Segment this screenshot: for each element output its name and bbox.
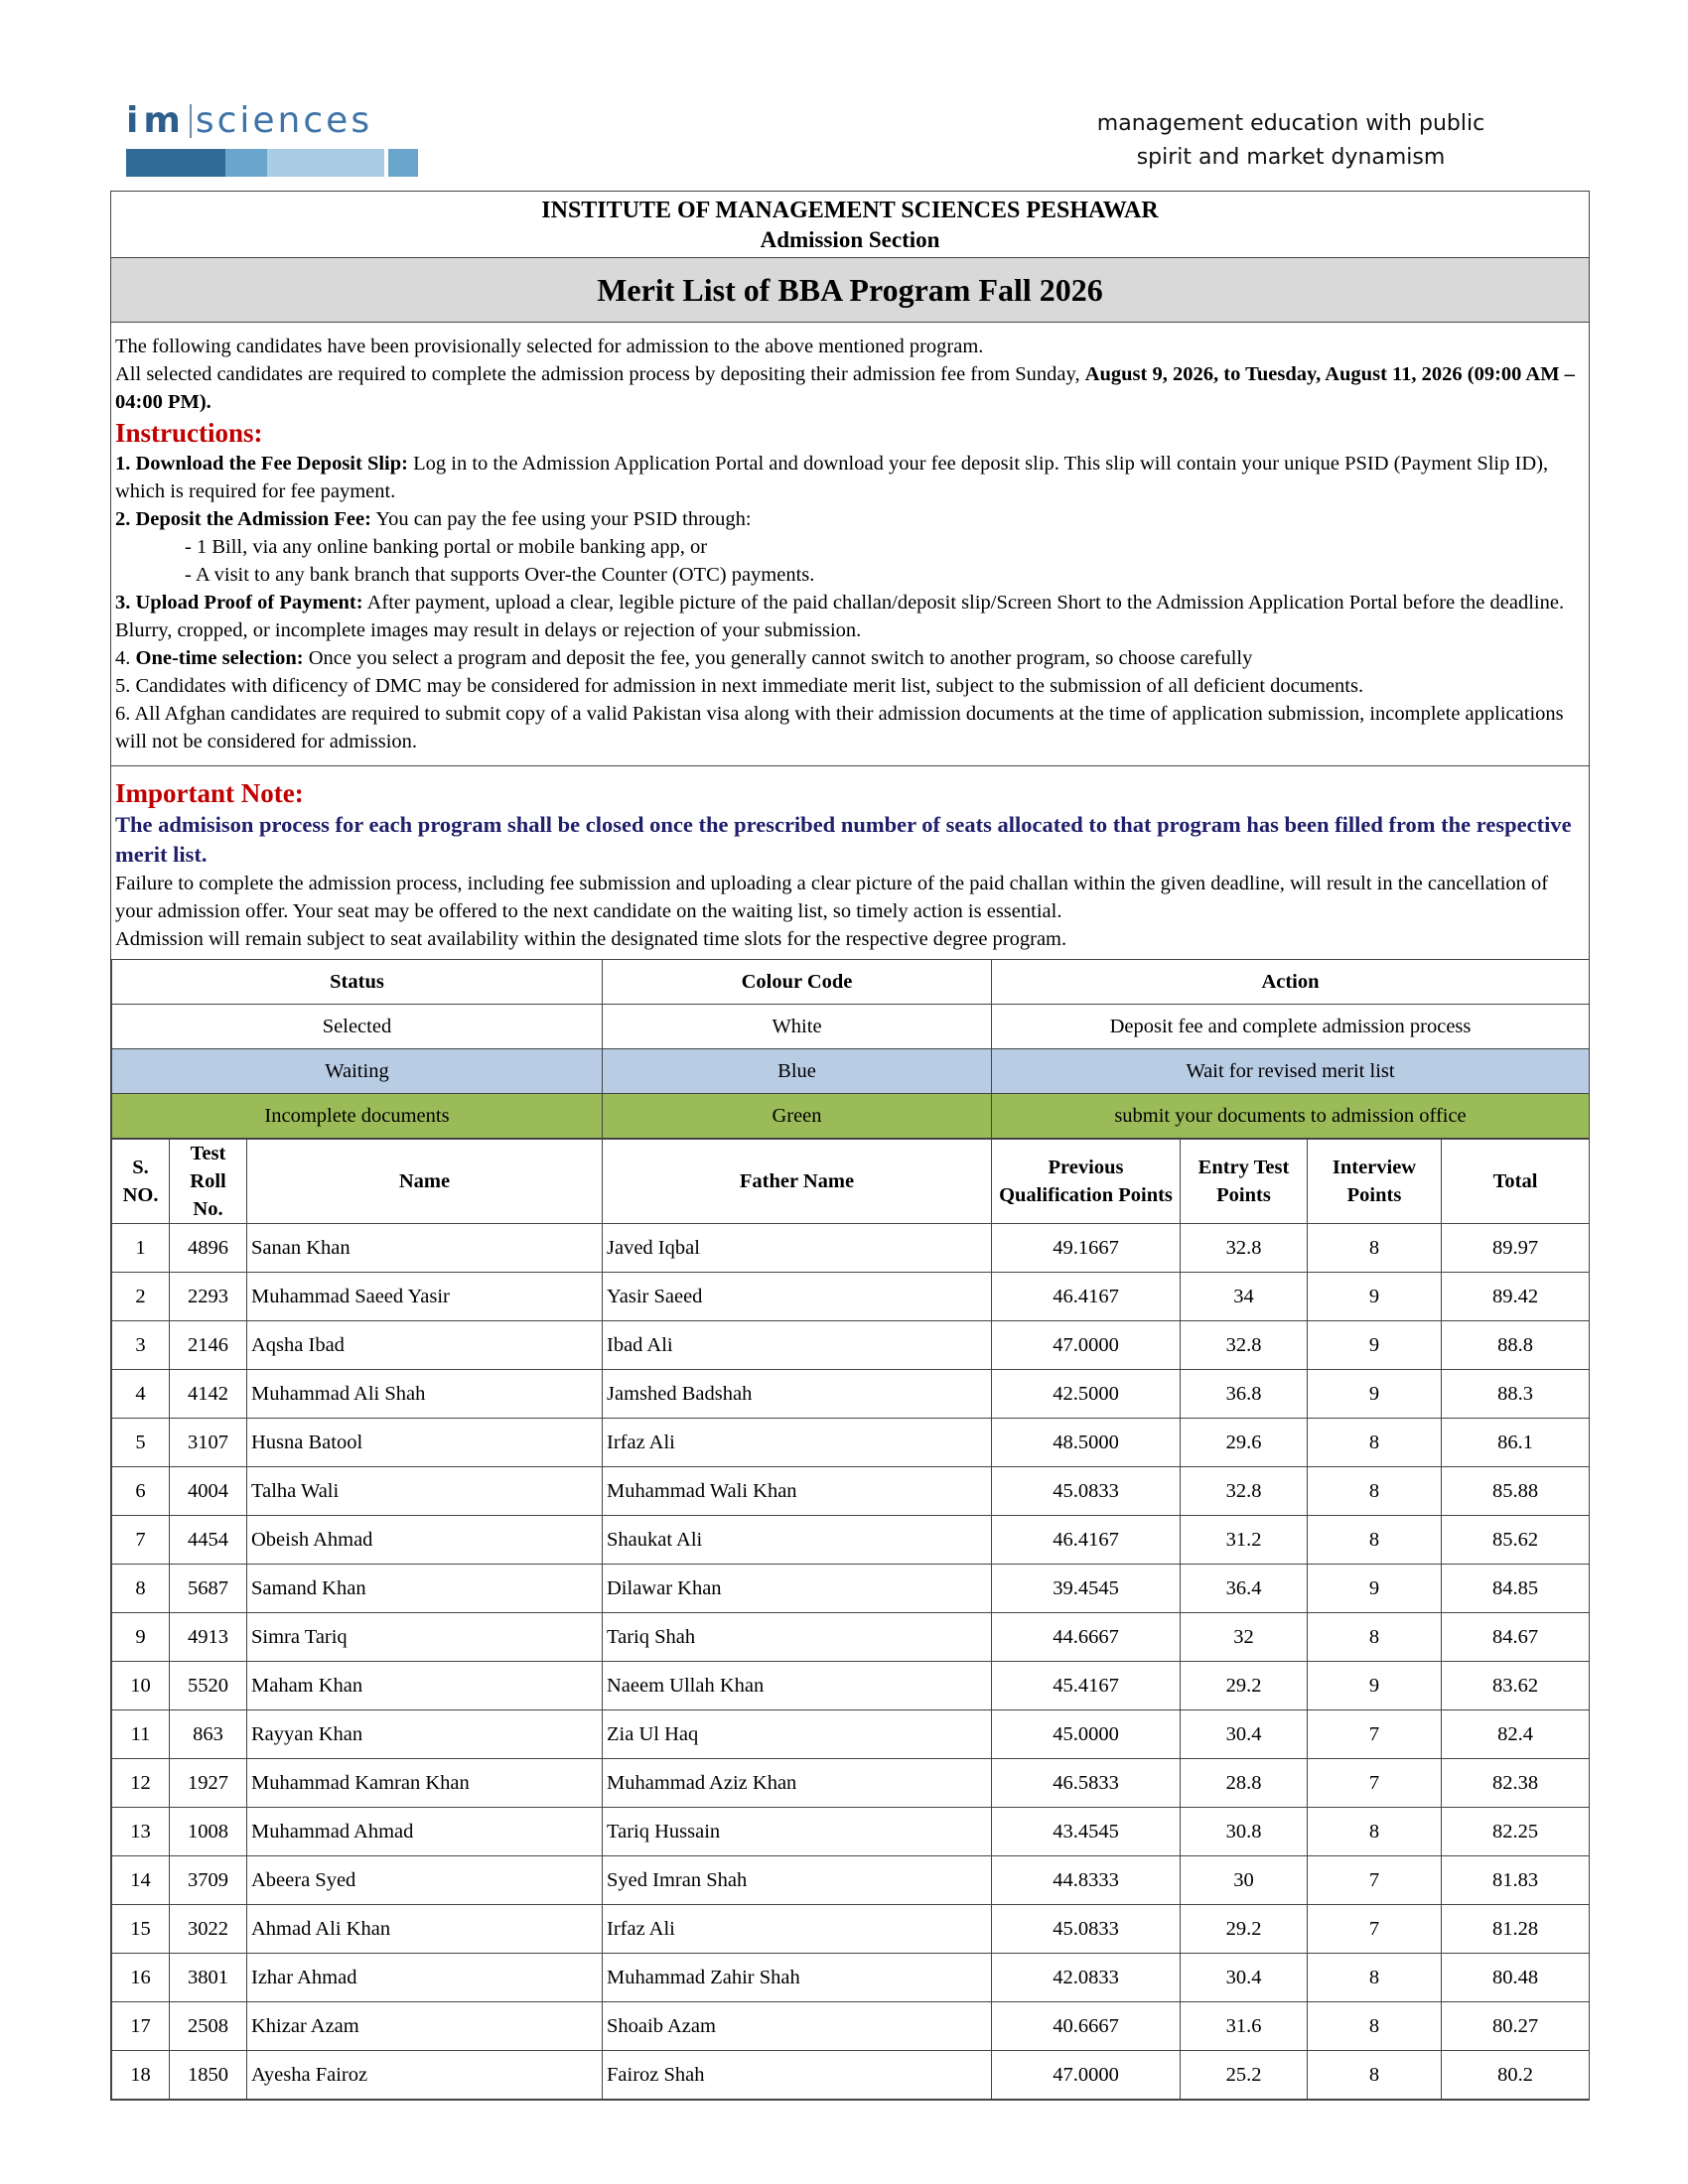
- total-cell: 82.38: [1442, 1759, 1590, 1808]
- instruction-3: 3. Upload Proof of Payment: After payment, upload a clear, legible picture of the paid challan/deposit slip/Screen Short to the Admission Application Portal before the deadline. Blurry, cropped, or incomplete images may result in delays or rejection of your submission.: [115, 592, 1565, 641]
- column-header: Interview Points: [1308, 1140, 1442, 1224]
- qualification-points-cell: 42.5000: [992, 1370, 1181, 1419]
- roll-no-cell: 1008: [170, 1808, 247, 1856]
- table-row: [112, 2051, 1590, 2100]
- page-title: Merit List of BBA Program Fall 2026: [111, 258, 1589, 323]
- note-bold: The admisison process for each program shall be closed once the prescribed number of seats allocated to that program has been filled from the respective merit list.: [115, 812, 1572, 867]
- entry-test-points-cell: 28.8: [1181, 1759, 1308, 1808]
- legend-header-row: [112, 960, 1590, 1005]
- legend-row-selected: Selected White Deposit fee and complete admission process: [112, 1005, 1590, 1049]
- roll-no-cell: 2146: [170, 1321, 247, 1370]
- interview-points-cell: 8: [1308, 2051, 1442, 2100]
- legend-header: Action: [992, 960, 1590, 1005]
- instruction-2a: - 1 Bill, via any online banking portal or mobile banking app, or: [185, 536, 708, 558]
- document-header: [111, 192, 1589, 258]
- interview-points-cell: 8: [1308, 2002, 1442, 2051]
- qualification-points-cell: 46.4167: [992, 1273, 1181, 1321]
- interview-points-cell: 9: [1308, 1565, 1442, 1613]
- name-cell: Sanan Khan: [247, 1224, 603, 1273]
- table-row: [112, 1759, 1590, 1808]
- roll-no-cell: 5687: [170, 1565, 247, 1613]
- name-cell: Ayesha Fairoz: [247, 2051, 603, 2100]
- total-cell: 89.97: [1442, 1224, 1590, 1273]
- father-name-cell: Ibad Ali: [603, 1321, 992, 1370]
- serial-cell: 12: [112, 1759, 170, 1808]
- interview-points-cell: 7: [1308, 1905, 1442, 1954]
- father-name-cell: Javed Iqbal: [603, 1224, 992, 1273]
- roll-no-cell: 1850: [170, 2051, 247, 2100]
- merit-table: [111, 1139, 1590, 2100]
- column-header: Entry Test Points: [1181, 1140, 1308, 1224]
- column-header: Test Roll No.: [170, 1140, 247, 1224]
- note-paragraph: Admission will remain subject to seat availability within the designated time slots for the respective degree program.: [115, 928, 1067, 950]
- father-name-cell: Tariq Hussain: [603, 1808, 992, 1856]
- roll-no-cell: 3801: [170, 1954, 247, 2002]
- interview-points-cell: 8: [1308, 1613, 1442, 1662]
- column-header: Previous Qualification Points: [992, 1140, 1181, 1224]
- name-cell: Rayyan Khan: [247, 1710, 603, 1759]
- qualification-points-cell: 45.0833: [992, 1905, 1181, 1954]
- total-cell: 82.4: [1442, 1710, 1590, 1759]
- section-name: Admission Section: [760, 227, 940, 252]
- table-row: [112, 1662, 1590, 1710]
- roll-no-cell: 4004: [170, 1467, 247, 1516]
- table-row: [112, 1419, 1590, 1467]
- qualification-points-cell: 45.0000: [992, 1710, 1181, 1759]
- column-header: S. NO.: [112, 1140, 170, 1224]
- name-cell: Aqsha Ibad: [247, 1321, 603, 1370]
- legend-header: Colour Code: [603, 960, 992, 1005]
- name-cell: Maham Khan: [247, 1662, 603, 1710]
- serial-cell: 15: [112, 1905, 170, 1954]
- table-row: [112, 1273, 1590, 1321]
- important-note: [111, 766, 1589, 959]
- serial-cell: 18: [112, 2051, 170, 2100]
- interview-points-cell: 8: [1308, 1419, 1442, 1467]
- entry-test-points-cell: 30.8: [1181, 1808, 1308, 1856]
- father-name-cell: Tariq Shah: [603, 1613, 992, 1662]
- name-cell: Talha Wali: [247, 1467, 603, 1516]
- entry-test-points-cell: 30.4: [1181, 1954, 1308, 2002]
- entry-test-points-cell: 32.8: [1181, 1224, 1308, 1273]
- name-cell: Abeera Syed: [247, 1856, 603, 1905]
- entry-test-points-cell: 29.2: [1181, 1662, 1308, 1710]
- total-cell: 81.28: [1442, 1905, 1590, 1954]
- serial-cell: 4: [112, 1370, 170, 1419]
- entry-test-points-cell: 32.8: [1181, 1321, 1308, 1370]
- merit-body: [112, 1224, 1590, 2100]
- roll-no-cell: 5520: [170, 1662, 247, 1710]
- entry-test-points-cell: 29.2: [1181, 1905, 1308, 1954]
- table-row: [112, 1905, 1590, 1954]
- name-cell: Ahmad Ali Khan: [247, 1905, 603, 1954]
- total-cell: 80.27: [1442, 2002, 1590, 2051]
- qualification-points-cell: 45.4167: [992, 1662, 1181, 1710]
- entry-test-points-cell: 29.6: [1181, 1419, 1308, 1467]
- institute-logo: [126, 101, 424, 181]
- name-cell: Khizar Azam: [247, 2002, 603, 2051]
- entry-test-points-cell: 25.2: [1181, 2051, 1308, 2100]
- father-name-cell: Jamshed Badshah: [603, 1370, 992, 1419]
- interview-points-cell: 9: [1308, 1273, 1442, 1321]
- logo-stripe: [225, 149, 267, 177]
- name-cell: Obeish Ahmad: [247, 1516, 603, 1565]
- note-paragraph: Failure to complete the admission process, including fee submission and uploading a clear picture of the paid challan within the given deadline, will result in the cancellation of your admission offer. Your seat may be offered to the next candidate on the waiting list, so timely action is essential.: [115, 873, 1549, 922]
- total-cell: 85.88: [1442, 1467, 1590, 1516]
- column-header: Name: [247, 1140, 603, 1224]
- name-cell: Izhar Ahmad: [247, 1954, 603, 2002]
- interview-points-cell: 8: [1308, 1224, 1442, 1273]
- serial-cell: 9: [112, 1613, 170, 1662]
- interview-points-cell: 9: [1308, 1662, 1442, 1710]
- colour-code-legend: [111, 959, 1590, 1139]
- table-row: [112, 1613, 1590, 1662]
- intro-line: The following candidates have been provisionally selected for admission to the above mentioned program.: [115, 336, 984, 357]
- entry-test-points-cell: 31.6: [1181, 2002, 1308, 2051]
- logo-stripe: [388, 149, 418, 177]
- serial-cell: 5: [112, 1419, 170, 1467]
- legend-header: Status: [112, 960, 603, 1005]
- legend-row-waiting: Waiting Blue Wait for revised merit list: [112, 1049, 1590, 1094]
- serial-cell: 2: [112, 1273, 170, 1321]
- serial-cell: 13: [112, 1808, 170, 1856]
- entry-test-points-cell: 32.8: [1181, 1467, 1308, 1516]
- name-cell: Muhammad Kamran Khan: [247, 1759, 603, 1808]
- interview-points-cell: 8: [1308, 1467, 1442, 1516]
- father-name-cell: Dilawar Khan: [603, 1565, 992, 1613]
- qualification-points-cell: 48.5000: [992, 1419, 1181, 1467]
- table-row: [112, 1370, 1590, 1419]
- logo-stripes: [126, 149, 424, 177]
- table-row: [112, 1565, 1590, 1613]
- table-row: [112, 1321, 1590, 1370]
- serial-cell: 17: [112, 2002, 170, 2051]
- total-cell: 84.67: [1442, 1613, 1590, 1662]
- table-row: [112, 1856, 1590, 1905]
- roll-no-cell: 2293: [170, 1273, 247, 1321]
- roll-no-cell: 1927: [170, 1759, 247, 1808]
- serial-cell: 3: [112, 1321, 170, 1370]
- qualification-points-cell: 39.4545: [992, 1565, 1181, 1613]
- merit-list-document: [110, 191, 1590, 2101]
- name-cell: Muhammad Ali Shah: [247, 1370, 603, 1419]
- roll-no-cell: 863: [170, 1710, 247, 1759]
- instruction-2: 2. Deposit the Admission Fee: You can pay the fee using your PSID through:: [115, 508, 752, 530]
- table-row: [112, 1467, 1590, 1516]
- qualification-points-cell: 45.0833: [992, 1467, 1181, 1516]
- qualification-points-cell: 42.0833: [992, 1954, 1181, 2002]
- column-header: Total: [1442, 1140, 1590, 1224]
- father-name-cell: Shaukat Ali: [603, 1516, 992, 1565]
- total-cell: 82.25: [1442, 1808, 1590, 1856]
- table-row: [112, 1710, 1590, 1759]
- table-row: [112, 1224, 1590, 1273]
- total-cell: 89.42: [1442, 1273, 1590, 1321]
- entry-test-points-cell: 36.4: [1181, 1565, 1308, 1613]
- interview-points-cell: 7: [1308, 1856, 1442, 1905]
- tagline: management education with public spirit and market dynamism: [1096, 111, 1485, 170]
- entry-test-points-cell: 34: [1181, 1273, 1308, 1321]
- roll-no-cell: 3107: [170, 1419, 247, 1467]
- interview-points-cell: 9: [1308, 1321, 1442, 1370]
- note-heading: Important Note:: [115, 778, 304, 808]
- qualification-points-cell: 40.6667: [992, 2002, 1181, 2051]
- serial-cell: 11: [112, 1710, 170, 1759]
- roll-no-cell: 4142: [170, 1370, 247, 1419]
- interview-points-cell: 7: [1308, 1759, 1442, 1808]
- intro-deadline: All selected candidates are required to complete the admission process by depositing their admission fee from Sunday, August 9, 2026, to Tuesday, August 11, 2026 (09:00 AM – 04:00 PM).: [115, 363, 1575, 413]
- column-header: Father Name: [603, 1140, 992, 1224]
- name-cell: Simra Tariq: [247, 1613, 603, 1662]
- legend-row-incomplete: Incomplete documents Green submit your documents to admission office: [112, 1094, 1590, 1139]
- total-cell: 88.8: [1442, 1321, 1590, 1370]
- table-row: [112, 1516, 1590, 1565]
- father-name-cell: Zia Ul Haq: [603, 1710, 992, 1759]
- father-name-cell: Muhammad Wali Khan: [603, 1467, 992, 1516]
- entry-test-points-cell: 30.4: [1181, 1710, 1308, 1759]
- serial-cell: 16: [112, 1954, 170, 2002]
- qualification-points-cell: 46.5833: [992, 1759, 1181, 1808]
- total-cell: 88.3: [1442, 1370, 1590, 1419]
- logo-stripe: [126, 149, 225, 177]
- logo-stripe: [267, 149, 384, 177]
- serial-cell: 7: [112, 1516, 170, 1565]
- qualification-points-cell: 44.6667: [992, 1613, 1181, 1662]
- name-cell: Muhammad Ahmad: [247, 1808, 603, 1856]
- father-name-cell: Irfaz Ali: [603, 1419, 992, 1467]
- qualification-points-cell: 47.0000: [992, 2051, 1181, 2100]
- entry-test-points-cell: 36.8: [1181, 1370, 1308, 1419]
- instruction-2b: - A visit to any bank branch that supports Over-the Counter (OTC) payments.: [185, 564, 815, 586]
- roll-no-cell: 4913: [170, 1613, 247, 1662]
- qualification-points-cell: 47.0000: [992, 1321, 1181, 1370]
- table-row: [112, 1954, 1590, 2002]
- total-cell: 84.85: [1442, 1565, 1590, 1613]
- roll-no-cell: 4896: [170, 1224, 247, 1273]
- roll-no-cell: 4454: [170, 1516, 247, 1565]
- serial-cell: 8: [112, 1565, 170, 1613]
- qualification-points-cell: 46.4167: [992, 1516, 1181, 1565]
- serial-cell: 1: [112, 1224, 170, 1273]
- instructions-heading: Instructions:: [115, 418, 263, 448]
- merit-header-row: [112, 1140, 1590, 1224]
- father-name-cell: Naeem Ullah Khan: [603, 1662, 992, 1710]
- name-cell: Husna Batool: [247, 1419, 603, 1467]
- father-name-cell: Yasir Saeed: [603, 1273, 992, 1321]
- logo-wordmark: im sciences: [126, 100, 373, 141]
- roll-no-cell: 3022: [170, 1905, 247, 1954]
- interview-points-cell: 8: [1308, 1808, 1442, 1856]
- father-name-cell: Syed Imran Shah: [603, 1856, 992, 1905]
- name-cell: Samand Khan: [247, 1565, 603, 1613]
- serial-cell: 6: [112, 1467, 170, 1516]
- institute-name: INSTITUTE OF MANAGEMENT SCIENCES PESHAWAR: [541, 198, 1159, 223]
- father-name-cell: Irfaz Ali: [603, 1905, 992, 1954]
- entry-test-points-cell: 30: [1181, 1856, 1308, 1905]
- entry-test-points-cell: 32: [1181, 1613, 1308, 1662]
- total-cell: 80.48: [1442, 1954, 1590, 2002]
- roll-no-cell: 2508: [170, 2002, 247, 2051]
- father-name-cell: Fairoz Shah: [603, 2051, 992, 2100]
- instruction-1: 1. Download the Fee Deposit Slip: Log in to the Admission Application Portal and download your fee deposit slip. This slip will contain your unique PSID (Payment Slip ID), which is required for fee payment.: [115, 453, 1549, 502]
- interview-points-cell: 9: [1308, 1370, 1442, 1419]
- interview-points-cell: 7: [1308, 1710, 1442, 1759]
- roll-no-cell: 3709: [170, 1856, 247, 1905]
- table-row: [112, 2002, 1590, 2051]
- total-cell: 86.1: [1442, 1419, 1590, 1467]
- instruction-4: 4. One-time selection: Once you select a program and deposit the fee, you generally cannot switch to another program, so choose carefully: [115, 647, 1253, 669]
- interview-points-cell: 8: [1308, 1954, 1442, 2002]
- table-row: [112, 1808, 1590, 1856]
- qualification-points-cell: 43.4545: [992, 1808, 1181, 1856]
- total-cell: 81.83: [1442, 1856, 1590, 1905]
- father-name-cell: Muhammad Zahir Shah: [603, 1954, 992, 2002]
- instruction-5: 5. Candidates with dificency of DMC may be considered for admission in next immediate merit list, subject to the submission of all deficient documents.: [115, 675, 1364, 697]
- entry-test-points-cell: 31.2: [1181, 1516, 1308, 1565]
- qualification-points-cell: 44.8333: [992, 1856, 1181, 1905]
- total-cell: 85.62: [1442, 1516, 1590, 1565]
- qualification-points-cell: 49.1667: [992, 1224, 1181, 1273]
- total-cell: 80.2: [1442, 2051, 1590, 2100]
- serial-cell: 14: [112, 1856, 170, 1905]
- instructions-block: [111, 323, 1589, 766]
- father-name-cell: Muhammad Aziz Khan: [603, 1759, 992, 1808]
- interview-points-cell: 8: [1308, 1516, 1442, 1565]
- serial-cell: 10: [112, 1662, 170, 1710]
- instruction-6: 6. All Afghan candidates are required to submit copy of a valid Pakistan visa along with their admission documents at the time of application submission, incomplete applications will not be considered for admission.: [115, 703, 1564, 752]
- name-cell: Muhammad Saeed Yasir: [247, 1273, 603, 1321]
- total-cell: 83.62: [1442, 1662, 1590, 1710]
- father-name-cell: Shoaib Azam: [603, 2002, 992, 2051]
